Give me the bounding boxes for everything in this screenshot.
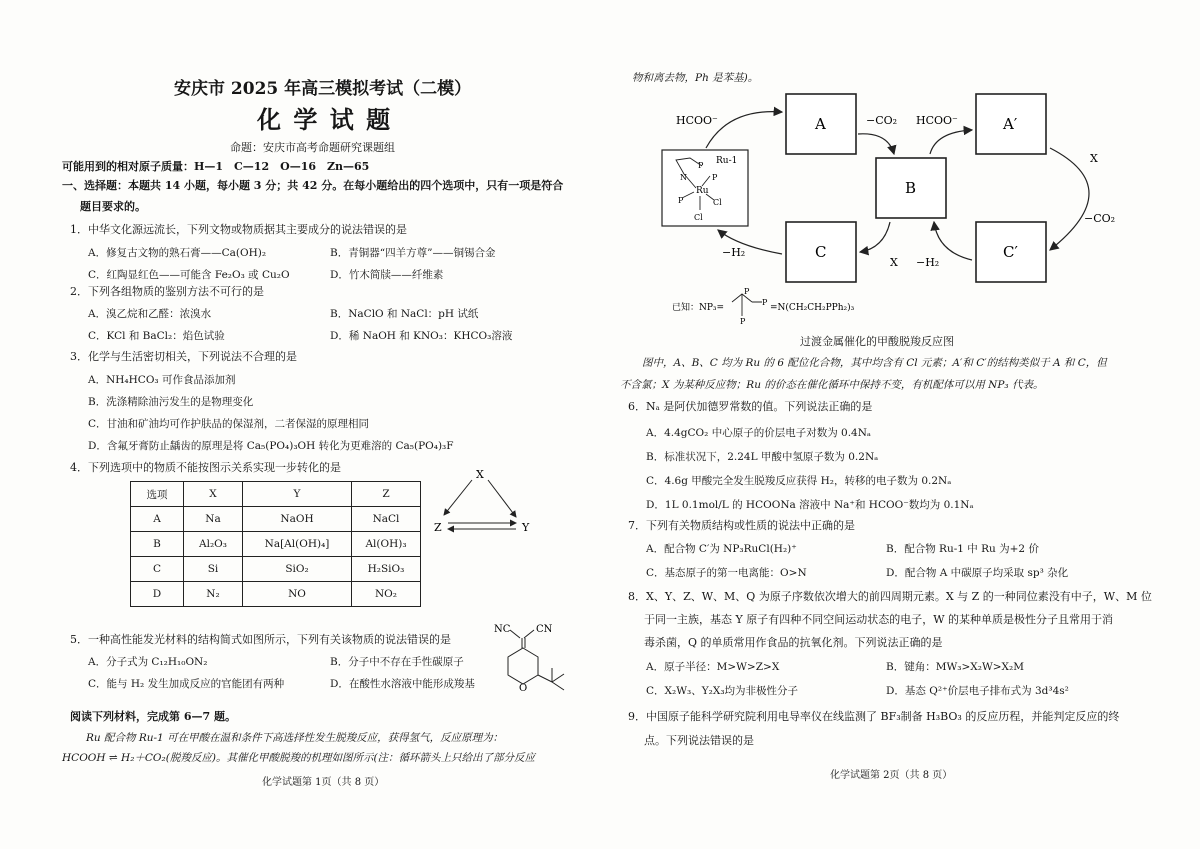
q1-stem: 1．中华文化源远流长，下列文物或物质据其主要成分的说法错误的是 xyxy=(70,223,407,236)
table-header-row xyxy=(131,482,421,507)
q6-option-c[interactable]: C．4.6g 甲酸完全发生脱羧反应获得 H₂，转移的电子数为 0.2Nₐ xyxy=(646,475,952,487)
known-p-2: P xyxy=(762,298,768,307)
right-page xyxy=(620,0,1168,849)
node-x: X xyxy=(476,468,484,481)
label-c: C xyxy=(815,243,827,261)
q4-stem: 4．下列选项中的物质不能按图示关系实现一步转化的是 xyxy=(70,461,341,474)
cl-atom-1: Cl xyxy=(713,198,722,207)
section-heading: 一、选择题：本题共 14 小题，每小题 3 分；共 42 分。在每小题给出的四个选项中，只有一项是符合 xyxy=(62,179,564,192)
material-line-1: Ru 配合物 Ru-1 可在甲酸在温和条件下高选择性发生脱羧反应，获得氢气，反应原理为： xyxy=(86,732,504,744)
reading-heading: 阅读下列材料，完成第 6—7 题。 xyxy=(70,710,236,723)
q7-option-b[interactable]: B．配合物 Ru-1 中 Ru 为+2 价 xyxy=(886,543,1039,555)
x-right: X xyxy=(1090,152,1098,165)
hcoo-left: HCOO⁻ xyxy=(676,114,718,127)
material-line-2: HCOOH ⇌ H₂＋CO₂(脱羧反应)。其催化甲酸脱羧的机理如图所示(注：循环箭头上只给出了部分反应 xyxy=(62,752,536,764)
table-cell: Al₂O₃ xyxy=(184,532,243,557)
exam-title: 安庆市 2025 年高三模拟考试（二模） xyxy=(174,79,472,99)
q2-option-c[interactable]: C．KCl 和 BaCl₂：焰色试验 xyxy=(88,330,225,342)
n-atom: N xyxy=(680,173,687,182)
q2-option-a[interactable]: A．溴乙烷和乙醛：浓溴水 xyxy=(88,308,212,320)
q3-option-c[interactable]: C．甘油和矿油均可作护肤品的保湿剂，二者保湿的原理相同 xyxy=(88,418,370,430)
label-a: A xyxy=(815,115,826,133)
q8-option-a[interactable]: A．原子半径：M>W>Z>X xyxy=(646,661,780,673)
q7-option-c[interactable]: C．基态原子的第一电离能：O>N xyxy=(646,567,807,579)
mechanism-diagram xyxy=(658,88,1128,328)
known-suffix: =N(CH₂CH₂PPh₂)₃ xyxy=(770,303,855,313)
p-atom-2: P xyxy=(678,196,684,205)
known-p-3: P xyxy=(740,317,746,326)
table-cell: H₂SiO₃ xyxy=(352,557,421,582)
table-cell: Si xyxy=(184,557,243,582)
q7-option-a[interactable]: A．配合物 C′为 NP₃RuCl(H₂)⁺ xyxy=(646,543,797,555)
q6-option-d[interactable]: D．1L 0.1mol/L 的 HCOONa 溶液中 Na⁺和 HCOO⁻数均为 0.1Nₐ xyxy=(646,499,974,511)
author-line: 命题：安庆市高考命题研究课题组 xyxy=(230,141,395,154)
q2-option-b[interactable]: B．NaClO 和 NaCl：pH 试纸 xyxy=(330,308,479,320)
q5-option-b[interactable]: B．分子中不存在手性碳原子 xyxy=(330,656,464,668)
minus-co2-top: −CO₂ xyxy=(866,114,898,127)
ring-oxygen: O xyxy=(519,683,528,694)
q9-line-2: 点。下列说法错误的是 xyxy=(644,734,754,747)
table-cell: B xyxy=(131,532,184,557)
q5-stem: 5．一种高性能发光材料的结构简式如图所示，下列有关该物质的说法错误的是 xyxy=(70,633,451,646)
q1-option-c[interactable]: C．红陶显红色——可能含 Fe₂O₃ 或 Cu₂O xyxy=(88,269,290,281)
table-cell: Al(OH)₃ xyxy=(352,532,421,557)
q3-option-a[interactable]: A．NH₄HCO₃ 可作食品添加剂 xyxy=(88,374,236,386)
table-cell: Na[Al(OH)₄] xyxy=(243,532,352,557)
q6-option-b[interactable]: B．标准状况下，2.24L 甲酸中氢原子数为 0.2Nₐ xyxy=(646,451,879,463)
atomic-masses: 可能用到的相对原子质量：H—1 C—12 O—16 Zn—65 xyxy=(62,160,370,173)
table-cell: NO₂ xyxy=(352,582,421,607)
label-b: B xyxy=(905,179,917,197)
nitrile-label-right: CN xyxy=(536,624,553,635)
q1-option-d[interactable]: D．竹木简牍——纤维素 xyxy=(330,269,444,281)
q2-stem: 2．下列各组物质的鉴别方法不可行的是 xyxy=(70,285,264,298)
page-footer: 化学试题第 1页（共 8 页） xyxy=(262,777,385,788)
table-cell: Na xyxy=(184,507,243,532)
q5-structure-drawing xyxy=(494,620,584,694)
q6-option-a[interactable]: A．4.4gCO₂ 中心原子的价层电子对数为 0.4Nₐ xyxy=(646,427,871,439)
q8-line-3: 毒杀菌，Q 的单质常用作食品的抗氧化剂。下列说法正确的是 xyxy=(644,636,943,649)
table-cell: NO xyxy=(243,582,352,607)
table-header-cell: 选项 xyxy=(131,482,184,507)
q5-option-d[interactable]: D．在酸性水溶液中能形成羧基 xyxy=(330,678,475,690)
node-z: Z xyxy=(434,521,442,534)
q1-option-b[interactable]: B．青铜器“四羊方尊”——铜锡合金 xyxy=(330,247,496,259)
nitrile-label-left: NC xyxy=(494,624,511,635)
q6-stem: 6．Nₐ 是阿伏加德罗常数的值。下列说法正确的是 xyxy=(628,400,873,413)
label-c-prime: C′ xyxy=(1003,243,1018,261)
q8-line-2: 于同一主族，基态 Y 原子有四种不同空间运动状态的电子，W 的某种单质是极性分子且常用于消 xyxy=(644,613,1114,626)
q7-option-d[interactable]: D．配合物 A 中碳原子均采取 sp³ 杂化 xyxy=(886,567,1069,579)
q3-option-b[interactable]: B．洗涤精除油污发生的是物理变化 xyxy=(88,396,254,408)
diagram-caption: 过渡金属催化的甲酸脱羧反应图 xyxy=(800,335,954,348)
q1-option-a[interactable]: A．修复古文物的熟石膏——Ca(OH)₂ xyxy=(88,247,267,259)
q5-option-c[interactable]: C．能与 H₂ 发生加成反应的官能团有两种 xyxy=(88,678,285,690)
q8-option-b[interactable]: B．键角：MW₃>X₂W>X₂M xyxy=(886,661,1024,673)
q9-line-1: 9．中国原子能科学研究院利用电导率仪在线监测了 BF₃制备 H₃BO₃ 的反应历程，并能判定反应的终 xyxy=(628,710,1120,723)
table-row xyxy=(131,507,421,532)
hcoo-middle: HCOO⁻ xyxy=(916,114,958,127)
description-line-1: 图中，A、B、C 均为 Ru 的 6 配位化合物，其中均含有 Cl 元素；A′和 C′的结构类似于 A 和 C，但 xyxy=(642,357,1107,369)
q3-stem: 3．化学与生活密切相关，下列说法不合理的是 xyxy=(70,350,297,363)
table-cell: SiO₂ xyxy=(243,557,352,582)
x-bottom: X xyxy=(890,256,898,269)
table-header-cell: X xyxy=(184,482,243,507)
ru1-label: Ru-1 xyxy=(716,156,738,166)
known-p-1: P xyxy=(744,287,750,296)
page-footer: 化学试题第 2页（共 8 页） xyxy=(830,770,953,781)
section-heading-cont: 题目要求的。 xyxy=(80,200,146,213)
p-atom-3: P xyxy=(698,161,704,170)
minus-co2-right: −CO₂ xyxy=(1084,212,1116,225)
xyz-triangle-diagram xyxy=(430,465,540,545)
table-header-cell: Y xyxy=(243,482,352,507)
q8-option-c[interactable]: C．X₂W₃、Y₂X₃均为非极性分子 xyxy=(646,685,799,697)
q8-line-1: 8．X、Y、Z、W、M、Q 为原子序数依次增大的前四周期元素。X 与 Z 的一种同位素没有中子，W、M 位 xyxy=(628,590,1152,603)
known-prefix: 已知：NP₃= xyxy=(672,303,725,313)
label-a-prime: A′ xyxy=(1003,115,1018,133)
q5-option-a[interactable]: A．分子式为 C₁₂H₁₀ON₂ xyxy=(88,656,208,668)
p-atom-1: P xyxy=(712,173,718,182)
table-cell: NaOH xyxy=(243,507,352,532)
table-header-cell: Z xyxy=(352,482,421,507)
left-page xyxy=(62,0,582,849)
q7-stem: 7．下列有关物质结构或性质的说法中正确的是 xyxy=(628,519,855,532)
table-cell: C xyxy=(131,557,184,582)
q2-option-d[interactable]: D．稀 NaOH 和 KNO₃：KHCO₃溶液 xyxy=(330,330,513,342)
cl-atom-2: Cl xyxy=(694,213,703,222)
subject-title: 化 学 试 题 xyxy=(257,105,393,134)
table-cell: A xyxy=(131,507,184,532)
q8-option-d[interactable]: D．基态 Q²⁺价层电子排布式为 3d³4s² xyxy=(886,685,1069,697)
minus-h2-left: −H₂ xyxy=(722,246,746,259)
minus-h2-bottom: −H₂ xyxy=(916,256,940,269)
table-cell: D xyxy=(131,582,184,607)
q3-option-d[interactable]: D．含氟牙膏防止龋齿的原理是将 Ca₅(PO₄)₃OH 转化为更难溶的 Ca₅(PO₄)₃F xyxy=(88,440,454,452)
description-line-2: 不含氯；X 为某种反应物；Ru 的价态在催化循环中保持不变，有机配体可以用 NP₃ 代表。 xyxy=(620,379,1044,391)
table-cell: N₂ xyxy=(184,582,243,607)
node-y: Y xyxy=(522,521,530,534)
table-row xyxy=(131,557,421,582)
q4-relation-table xyxy=(130,481,421,607)
ru-atom: Ru xyxy=(696,186,709,196)
table-row xyxy=(131,582,421,607)
table-row xyxy=(131,532,421,557)
continued-line: 物和离去物，Ph 是苯基)。 xyxy=(632,72,759,84)
table-cell: NaCl xyxy=(352,507,421,532)
